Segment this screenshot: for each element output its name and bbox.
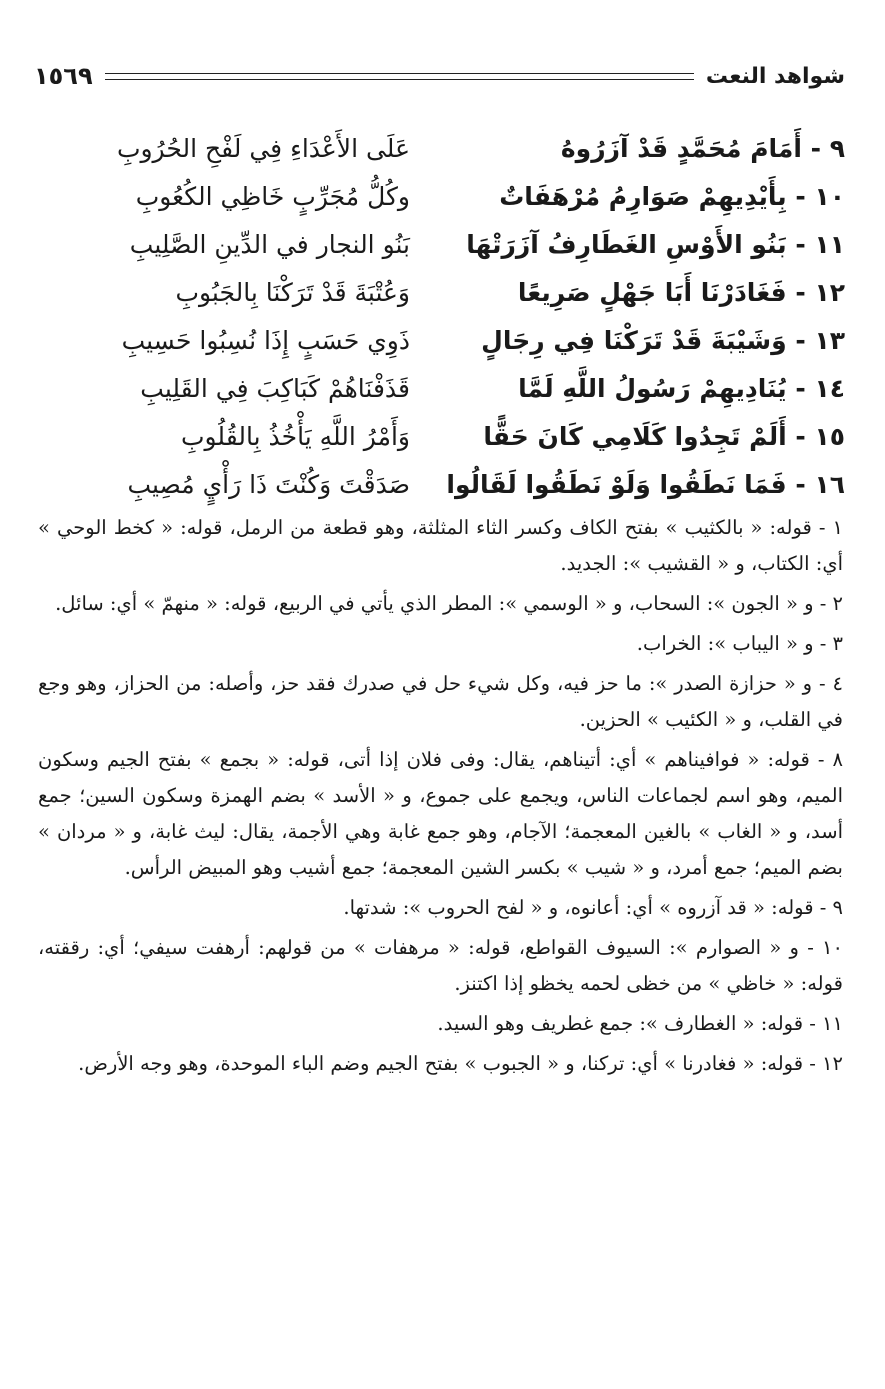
verse-first-hemistich: ١٥ - أَلَمْ تَجِدُوا كَلَامِي كَانَ حَقًّا: [483, 421, 845, 451]
footnotes: [38, 510, 843, 1086]
verse-first-hemistich: ١١ - بَنُو الأَوْسِ الغَطَارِفُ آزَرَتْهَا: [466, 229, 845, 259]
footnote: ١٢ - قوله: « فغادرنا » أي: تركنا، و « الجبوب » بفتح الجيم وضم الباء الموحدة، وهو وجه الأرض.: [78, 1052, 843, 1075]
page-number: ١٥٦٩: [34, 62, 93, 90]
verse-second-hemistich: صَدَقْتَ وَكُنْتَ ذَا رَأْيٍ مُصِيبِ: [127, 469, 410, 499]
verse-first-hemistich: ١٠ - بِأَيْدِيهِمْ صَوَارِمُ مُرْهَفَاتٌ: [499, 181, 845, 211]
verse-second-hemistich: بَنُو النجار في الدِّينِ الصَّلِيبِ: [129, 229, 410, 259]
verse-row: [80, 364, 845, 412]
footnote: ١٠ - و « الصوارم »: السيوف القواطع، قوله: « مرهفات » من قولهم: أرهفت سيفي؛ أي: رققته، قوله: « خاظي » من خظى لحمه يخظو إذا اكتنز.: [38, 936, 843, 995]
footnote: ٩ - قوله: « قد آزروه » أي: أعانوه، و « لفح الحروب »: شدتها.: [343, 896, 843, 919]
verse-row: [80, 220, 845, 268]
verse-row: [80, 124, 845, 172]
verse-first-hemistich: ١٦ - فَمَا نَطَقُوا وَلَوْ نَطَقُوا لَقَالُوا: [446, 469, 845, 499]
footnote: ٢ - و « الجون »: السحاب، و « الوسمي »: المطر الذي يأتي في الربيع، قوله: « منهمّ » أي: سائل.: [55, 592, 843, 615]
verse-row: [80, 460, 845, 508]
verse-second-hemistich: عَلَى الأَعْدَاءِ فِي لَفْحِ الحُرُوبِ: [116, 133, 410, 163]
verse-second-hemistich: وَأَمْرُ اللَّهِ يَأْخُذُ بِالقُلُوبِ: [180, 421, 410, 451]
footnote: ٣ - و « اليباب »: الخراب.: [636, 632, 843, 655]
verse-row: [80, 412, 845, 460]
verse-first-hemistich: ١٢ - فَغَادَرْنَا أَبَا جَهْلٍ صَرِيعًا: [517, 277, 845, 307]
poem-verses: [80, 124, 845, 508]
verse-row: [80, 172, 845, 220]
verse-second-hemistich: ذَوِي حَسَبٍ إِذَا نُسِبُوا حَسِيبِ: [121, 325, 410, 355]
footnote: ١ - قوله: « بالكثيب » بفتح الكاف وكسر الثاء المثلثة، وهو قطعة من الرمل، قوله: « كخط الوحي » أي: الكتاب، و « القشيب »: الجديد.: [38, 516, 843, 575]
header-rule: [105, 73, 694, 80]
page-header: [34, 56, 845, 96]
footnote: ٨ - قوله: « فوافيناهم » أي: أتيناهم، يقال: وفى فلان إذا أتى، قوله: « بجمع » بفتح الجيم وسكون الميم، وهو اسم لجماعات الناس، ويجمع على جموع، و « الأسد » بضم الهمزة وسكون السين؛ جمع أسد، و « الغاب » بالغين المعجمة؛ الآجام، وهو جمع غابة وهي الأجمة، يقال: ليث غابة، و « مردان » بضم الميم؛ جمع أمرد، و « شيب » بكسر الشين المعجمة؛ جمع أشيب وهو المبيض الرأس.: [38, 748, 843, 879]
verse-first-hemistich: ١٤ - يُنَادِيهِمْ رَسُولُ اللَّهِ لَمَّا: [518, 373, 845, 403]
verse-second-hemistich: وكُلُّ مُجَرِّبٍ خَاظِي الكُعُوبِ: [135, 181, 410, 211]
verse-second-hemistich: قَذَفْنَاهُمْ كَبَاكِبَ فِي القَلِيبِ: [140, 373, 410, 403]
verse-second-hemistich: وَعُتْبَةَ قَدْ تَرَكْنَا بِالجَبُوبِ: [175, 277, 410, 307]
verse-row: [80, 268, 845, 316]
running-title: شواهد النعت: [705, 63, 845, 89]
verse-first-hemistich: ٩ - أَمَامَ مُحَمَّدٍ قَدْ آزَرُوهُ: [560, 133, 845, 163]
footnote: ٤ - و « حزازة الصدر »: ما حز فيه، وكل شيء حل في صدرك فقد حز، وأصله: من الحزاز، وهو وجع في القلب، و « الكئيب » الحزين.: [38, 672, 843, 731]
verse-first-hemistich: ١٣ - وَشَيْبَةَ قَدْ تَرَكْنَا فِي رِجَالٍ: [481, 325, 845, 355]
footnote: ١١ - قوله: « الغطارف »: جمع غطريف وهو السيد.: [437, 1012, 843, 1035]
verse-row: [80, 316, 845, 364]
